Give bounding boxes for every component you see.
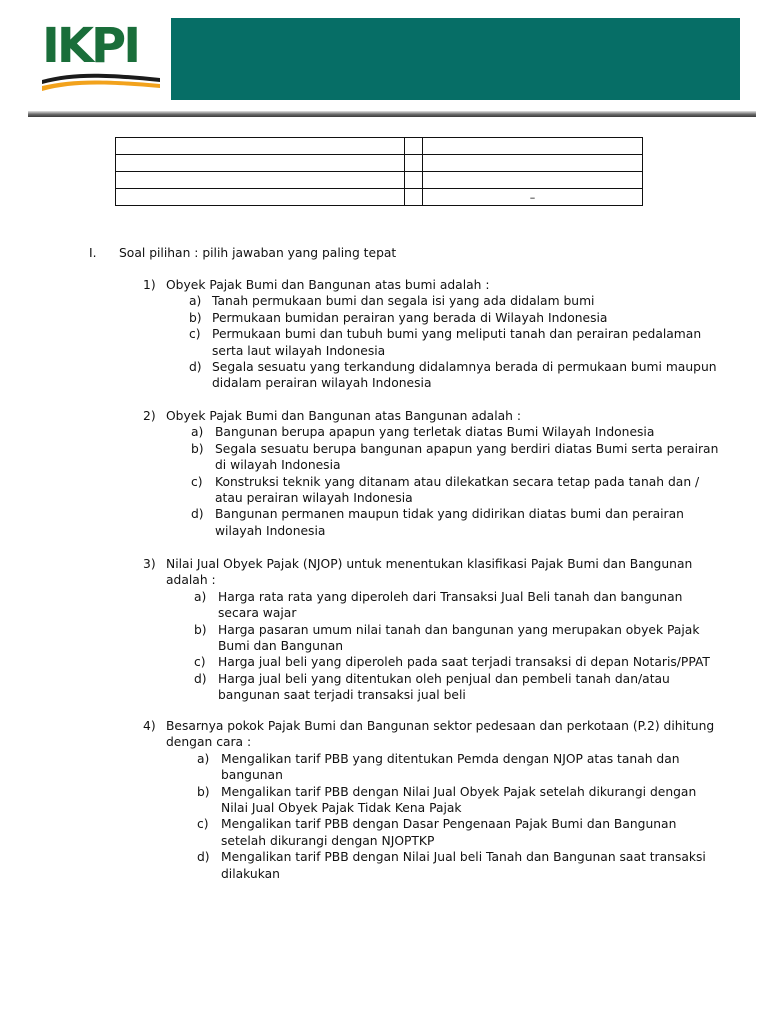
option-label: c) [191, 474, 203, 489]
option-text: Harga jual beli yang ditentukan oleh penjual dan pembeli tanah dan/atau [218, 671, 670, 686]
table-cell [405, 172, 423, 189]
logo-text: IKPI [42, 18, 139, 74]
question-number: 4) [143, 719, 156, 733]
option-text: Segala sesuatu yang terkandung didalamnya berada di permukaan bumi maupun [212, 360, 717, 374]
option-label: d) [197, 850, 210, 865]
table-cell [405, 138, 423, 155]
option-text: Konstruksi teknik yang ditanam atau dilekatkan secara tetap pada tanah dan / [215, 474, 700, 489]
question-stem: Obyek Pajak Bumi dan Bangunan atas bumi adalah : [166, 278, 490, 292]
question-stem: dengan cara : [166, 735, 252, 750]
table-row [116, 189, 643, 206]
option-label: c) [189, 327, 201, 342]
question-stem: adalah : [166, 573, 216, 588]
table-cell [423, 138, 643, 155]
option-text: serta laut wilayah Indonesia [212, 343, 386, 358]
option-label: a) [191, 425, 204, 440]
option-label: a) [194, 589, 207, 604]
header-banner [171, 18, 740, 100]
identity-table [115, 137, 643, 206]
option-text: Mengalikan tarif PBB dengan Nilai Jual Obyek Pajak setelah dikurangi dengan [221, 784, 697, 799]
question-stem: Besarnya pokok Pajak Bumi dan Bangunan sektor pedesaan dan perkotaan (P.2) dihitung [166, 719, 715, 733]
option-label: d) [189, 360, 202, 374]
option-label: c) [194, 655, 206, 670]
option-label: a) [189, 294, 202, 309]
table-row [116, 172, 643, 189]
question-number: 3) [143, 557, 156, 571]
option-label: b) [194, 622, 207, 637]
header-divider [28, 111, 756, 117]
table-cell [405, 189, 423, 206]
option-text: Mengalikan tarif PBB dengan Nilai Jual beli Tanah dan Bangunan saat transaksi [221, 850, 706, 865]
table-cell [116, 138, 405, 155]
table-cell [423, 155, 643, 172]
question-number: 1) [143, 278, 156, 292]
table-cell [116, 189, 405, 206]
option-text: Bumi dan Bangunan [218, 638, 344, 653]
option-text: atau perairan wilayah Indonesia [215, 490, 413, 505]
option-label: d) [191, 507, 204, 522]
table-row [116, 155, 643, 172]
option-text: Nilai Jual Obyek Pajak Tidak Kena Pajak [221, 800, 462, 815]
logo-wave-icon [42, 70, 160, 94]
table-cell [405, 155, 423, 172]
section-heading [89, 245, 396, 261]
option-text: Mengalikan tarif PBB yang ditentukan Pemda dengan NJOP atas tanah dan [221, 751, 680, 766]
section-number: I. [89, 246, 97, 260]
question-number: 2) [143, 409, 156, 423]
option-text: Mengalikan tarif PBB dengan Dasar Pengenaan Pajak Bumi dan Bangunan [221, 817, 677, 832]
section-title: Soal pilihan : pilih jawaban yang paling tepat [119, 246, 397, 260]
question-stem: Nilai Jual Obyek Pajak (NJOP) untuk menentukan klasifikasi Pajak Bumi dan Bangunan [166, 557, 693, 571]
option-text: secara wajar [218, 606, 297, 621]
table-row [116, 138, 643, 155]
option-text: Harga pasaran umum nilai tanah dan bangunan yang merupakan obyek Pajak [218, 622, 700, 637]
option-label: d) [194, 671, 207, 686]
option-text: Segala sesuatu berupa bangunan apapun yang berdiri diatas Bumi serta perairan [215, 441, 719, 456]
option-text: di wilayah Indonesia [215, 458, 341, 473]
option-label: a) [197, 751, 210, 766]
option-text: wilayah Indonesia [215, 523, 326, 538]
option-text: Permukaan bumi dan tubuh bumi yang meliputi tanah dan perairan pedalaman [212, 327, 702, 342]
option-label: c) [197, 817, 209, 832]
option-label: b) [197, 784, 210, 799]
option-text: setelah dikurangi dengan NJOPTKP [221, 833, 435, 848]
table-cell [423, 172, 643, 189]
option-text: Tanah permukaan bumi dan segala isi yang ada didalam bumi [212, 294, 595, 309]
option-text: Bangunan permanen maupun tidak yang didirikan diatas bumi dan perairan [215, 507, 684, 522]
option-text: Permukaan bumidan perairan yang berada di Wilayah Indonesia [212, 310, 608, 325]
table-cell [116, 155, 405, 172]
option-text: Harga rata rata yang diperoleh dari Transaksi Jual Beli tanah dan bangunan [218, 589, 683, 604]
option-text: dilakukan [221, 866, 280, 881]
option-text: Bangunan berupa apapun yang terletak diatas Bumi Wilayah Indonesia [215, 425, 655, 440]
option-label: b) [191, 441, 204, 456]
table-mark: – [423, 189, 643, 206]
option-text: didalam perairan wilayah Indonesia [212, 376, 432, 391]
option-text: bangunan saat terjadi transaksi jual beli [218, 688, 466, 703]
ikpi-logo [42, 18, 162, 96]
table-cell [116, 172, 405, 189]
option-label: b) [189, 310, 202, 325]
option-text: Harga jual beli yang diperoleh pada saat terjadi transaksi di depan Notaris/PPAT [218, 655, 710, 670]
option-text: bangunan [221, 768, 283, 783]
question-stem: Obyek Pajak Bumi dan Bangunan atas Bangunan adalah : [166, 409, 521, 423]
